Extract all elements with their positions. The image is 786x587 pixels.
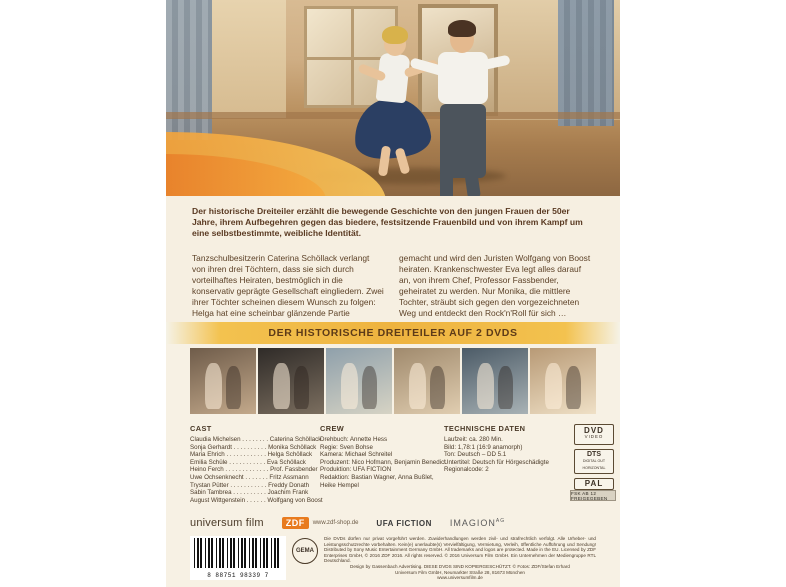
legal-paragraph-3: Universum Film GmbH, Neumarkter Straße 28, 81673 München <box>395 569 525 575</box>
legal-text <box>324 536 596 581</box>
cast-row: Maria Ehrich . . . . . . . . . . . . Helga Schöllack <box>190 451 313 459</box>
cast-row: Sonja Gerhardt . . . . . . . . . . Monika Schöllack <box>190 443 317 451</box>
synopsis-column-2: gemacht und wird den Juristen Wolfgang von Boost heiraten. Krankenschwester Eva legt alles darauf an, von ihrem Chef, Professor Fassbender, geheiratet zu werden. Nur Monika, die mittlere Tochter, sträubt sich gegen den vorgezeichneten Weg und entdeckt den Rock'n'Roll für sich … <box>399 253 591 318</box>
synopsis-columns <box>192 253 592 319</box>
dts-badge <box>574 449 614 474</box>
tech-row: Laufzeit: ca. 280 Min. <box>444 436 503 443</box>
dancer-woman <box>354 16 430 168</box>
cast-column <box>190 424 323 504</box>
pal-badge-label: PAL <box>584 479 604 489</box>
tech-row: Untertitel: Deutsch für Hörgeschädigte <box>444 458 549 466</box>
dts-badge-sub2: HORIZONTAL <box>582 465 606 470</box>
synopsis-column-1: Tanzschulbesitzerin Caterina Schöllack verlangt von ihren drei Töchtern, dass sie sich durch vorteilhaftes Heiraten, bestmöglich in die konservativ geprägte Gesellschaft eingliedern. Zwei ihrer Töchter scheinen diesem Wunsch zu folgen: Helga hat eine scheinbar glänzende Partie <box>192 253 384 318</box>
hero-photo <box>166 0 620 196</box>
dts-badge-label: DTS <box>587 450 601 458</box>
distributor-logos <box>190 512 596 534</box>
crew-row: Produzent: Nico Hofmann, Benjamin Benedict <box>320 458 446 466</box>
still-image <box>190 348 256 414</box>
cast-row: Sabin Tambrea . . . . . . . . . . Joachim Frank <box>190 489 309 497</box>
still-image <box>326 348 392 414</box>
skirt <box>351 94 433 162</box>
crew-row: Redaktion: Bastian Wagner, Anna Bußlet, <box>320 473 434 481</box>
hair <box>382 26 408 44</box>
cast-row: Claudia Michelsen . . . . . . . . Caterina Schöllack <box>190 436 322 443</box>
trousers <box>440 104 486 178</box>
dvd-badge-label: DVD <box>584 426 604 435</box>
imagion-logo <box>450 518 505 528</box>
universum-film-logo <box>190 517 264 529</box>
still-image <box>258 348 324 414</box>
cast-row: Trystan Pütter . . . . . . . . . . . Freddy Donath <box>190 481 310 489</box>
dvd-badge-sub: VIDEO <box>584 434 604 440</box>
crew-row: Drehbuch: Annette Hess <box>320 436 388 443</box>
hair <box>448 20 476 37</box>
fsk-rating-badge <box>570 490 616 501</box>
still-image <box>530 348 596 414</box>
crew-column <box>320 424 446 489</box>
imagion-label: IMAGION <box>449 518 496 528</box>
still-image <box>394 348 460 414</box>
synopsis-lead: Der historische Dreiteiler erzählt die bewegende Geschichte von den jungen Frauen der 50er Jahre, ihrem Aufbegehren gegen das biedere, festsitzende Frauenbild und von ihrem Kampf um eine selbstbestimmte, weibliche Identität. <box>192 206 583 239</box>
crew-heading: CREW <box>320 424 345 433</box>
curtain-right <box>558 0 614 126</box>
crew-row: Heike Hempel <box>320 481 359 489</box>
crew-row: Regie: Sven Bohse <box>320 443 373 451</box>
barcode <box>190 536 286 580</box>
barcode-bars <box>194 538 282 568</box>
zdf-mark: ZDF <box>282 517 309 529</box>
still-image <box>462 348 528 414</box>
zdf-logo <box>282 517 359 529</box>
universum-film-label: universum film <box>190 517 264 529</box>
cast-row: Uwe Ochsenknecht . . . . . . . Fritz Assmann <box>190 473 309 481</box>
fsk-label: FSK AB 12 FREIGEGEBEN <box>571 490 608 501</box>
dts-badge-sub: DIGITAL OUT <box>582 459 606 464</box>
tech-column <box>444 424 554 474</box>
pal-badge <box>574 478 614 490</box>
cast-heading: CAST <box>190 424 212 433</box>
gema-logo <box>292 538 320 564</box>
credits-block <box>190 424 596 504</box>
synopsis-block <box>166 196 620 330</box>
imagion-tm: AG <box>495 518 506 524</box>
cast-row: August Wittgenstein . . . . . . Wolfgang von Boost <box>190 496 323 504</box>
ufa-fiction-logo: UFA FICTION <box>376 518 432 528</box>
crew-row: Kamera: Michael Schreitel <box>320 451 393 459</box>
dvd-video-badge <box>574 424 614 445</box>
tech-row: Ton: Deutsch – DD 5.1 <box>444 451 507 459</box>
cast-row: Heino Ferch . . . . . . . . . . . . . Prof. Fassbender <box>190 466 318 474</box>
dvd-case-back <box>166 0 620 587</box>
format-banner-label: DER HISTORISCHE DREITEILER AUF 2 DVDS <box>268 327 518 339</box>
tech-row: Regionalcode: 2 <box>444 466 489 474</box>
legal-paragraph-2: Design by Gassenbach Advertising. DIESE DVDS SIND KOPIERGESCHÜTZT. © Fotos: ZDF/Stefan Erhard <box>350 563 570 569</box>
screenshot-strip <box>190 348 596 414</box>
tech-heading: TECHNISCHE DATEN <box>444 424 526 433</box>
barcode-number: 8 88751 98339 7 <box>207 572 269 579</box>
publisher-website[interactable]: www.universumfilm.de <box>437 575 483 581</box>
gema-mark: GEMA <box>292 538 318 564</box>
zdf-shop-url[interactable]: www.zdf-shop.de <box>312 520 359 526</box>
legal-paragraph-1: Die DVDs dürfen nur privat vorgeführt werden. Zuwiderhandlungen werden zivil- und strafrechtlich verfolgt. Alle Urheber- und Leistungsschutzrechte vorbehalten. Kein(e) unerlaubte(s) Vervielfältigung, Vermietung, Verleih, öffentliche Aufführung und Sendung! Distributed by Sony Music Entertainment Germany GmbH. All trademarks and logos are protected. Made in the EU. Licensed by ZDF Enterprises GmbH, © 2016 ZDF 2016. All rights reserved. © 2016 Universum Film GmbH. Ein Unternehmen der Mediengruppe RTL Deutschland. <box>324 536 596 564</box>
cast-row: Emilia Schüle . . . . . . . . . . . Eva Schöllack <box>190 458 306 466</box>
crew-row: Produktion: UFA FICTION <box>320 466 392 474</box>
tech-row: Bild: 1,78:1 (16:9 anamorph) <box>444 443 523 451</box>
format-badges <box>574 424 614 494</box>
dancer-man <box>424 12 510 174</box>
curtain-left <box>166 0 212 140</box>
format-banner <box>166 322 620 344</box>
